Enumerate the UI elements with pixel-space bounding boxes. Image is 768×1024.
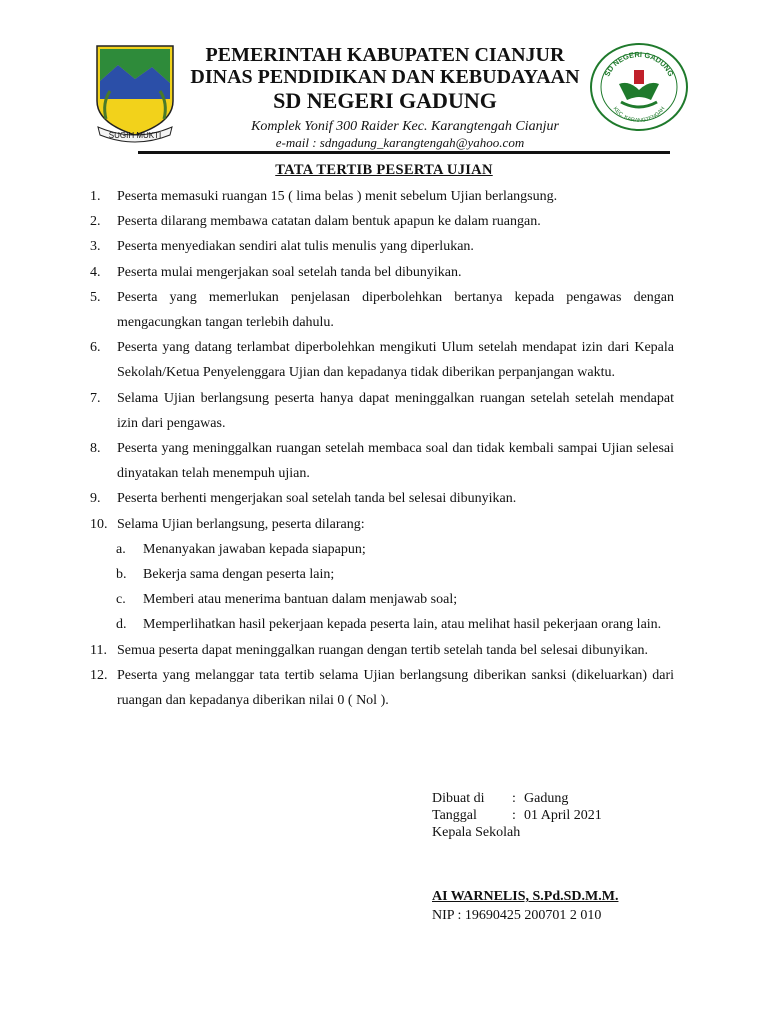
rule-text: Peserta dilarang membawa catatan dalam bentuk apapun ke dalam ruangan. <box>117 214 541 230</box>
department-name: DINAS PENDIDIKAN DAN KEBUDAYAAN <box>190 66 580 88</box>
rule-number: 7. <box>90 390 101 406</box>
rule-item <box>90 184 674 209</box>
rule-item <box>90 512 674 537</box>
rule-number: 11. <box>90 642 107 658</box>
signatory-name: AI WARNELIS, S.Pd.SD.M.M. <box>432 889 619 904</box>
sub-rule-text: Menanyakan jawaban kepada siapapun; <box>143 541 366 557</box>
letterhead <box>170 44 600 150</box>
school-name: SD NEGERI GADUNG <box>273 88 497 113</box>
date-label: Tanggal <box>432 808 477 823</box>
sub-rule-text: Bekerja sama dengan peserta lain; <box>143 567 335 583</box>
sub-rule-letter: c. <box>116 592 126 608</box>
rule-item <box>90 260 674 285</box>
cianjur-crest-logo <box>92 43 178 143</box>
rule-number: 3. <box>90 239 101 255</box>
rule-number: 9. <box>90 491 101 507</box>
rule-item <box>90 234 674 259</box>
rule-text: Selama Ujian berlangsung, peserta dilarang: <box>117 516 365 532</box>
signatory-position: Kepala Sekolah <box>432 825 521 840</box>
sub-rule-text: Memperlihatkan hasil pekerjaan kepada peserta lain, atau melihat hasil pekerjaan orang lain. <box>143 617 662 633</box>
date-separator: : <box>512 808 516 823</box>
made-at-value: Gadung <box>524 791 569 806</box>
rule-number: 8. <box>90 441 101 457</box>
rule-text: Peserta menyediakan sendiri alat tulis menulis yang diperlukan. <box>117 239 474 255</box>
rule-text: Peserta mulai mengerjakan soal setelah tanda bel dibunyikan. <box>117 264 462 280</box>
school-badge-logo <box>589 42 689 132</box>
rule-item <box>90 486 674 511</box>
signature-block <box>432 790 618 924</box>
sub-rule-text: Memberi atau menerima bantuan dalam menjawab soal; <box>143 592 458 608</box>
sub-rule-item <box>90 537 674 562</box>
rule-item <box>90 335 674 385</box>
rule-number: 2. <box>90 214 101 230</box>
rule-number: 10. <box>90 516 108 532</box>
crest-motto-text: SUGIH MUKTI <box>108 131 162 140</box>
rule-item <box>90 663 674 713</box>
rule-number: 5. <box>90 289 101 305</box>
made-at-row <box>432 790 618 807</box>
rule-item <box>90 386 674 436</box>
rule-text: Peserta yang melanggar tata tertib selama Ujian berlangsung diberikan sanksi (dikeluarkan) dari ruangan dan kepadanya diberikan nilai 0 ( Nol ). <box>117 667 674 709</box>
rule-text: Peserta berhenti mengerjakan soal setelah tanda bel selesai dibunyikan. <box>117 491 517 507</box>
letterhead-divider <box>138 151 670 154</box>
sub-rule-letter: a. <box>116 541 126 557</box>
rule-text: Peserta yang datang terlambat diperbolehkan mengikuti Ulum setelah mendapat izin dari Kepala Sekolah/Ketua Penyelenggara Ujian dan kepadanya tidak diberikan perpanjangan waktu. <box>117 340 674 381</box>
sub-rule-item <box>90 612 674 637</box>
rules-list <box>90 184 674 713</box>
sub-rule-letter: b. <box>116 567 127 583</box>
signatory-nip: NIP : 19690425 200701 2 010 <box>432 908 602 923</box>
sub-rule-item <box>90 562 674 587</box>
rule-item <box>90 638 674 663</box>
badge-bottom-text: KEC. KARANGTENGAH <box>611 106 667 125</box>
sub-rule-item <box>90 587 674 612</box>
sub-rule-letter: d. <box>116 617 127 633</box>
rule-text: Peserta yang memerlukan penjelasan diperbolehkan bertanya kepada pengawas dengan mengacungkan tangan terlebih dahulu. <box>117 289 674 331</box>
date-row <box>432 807 618 824</box>
government-name: PEMERINTAH KABUPATEN CIANJUR <box>205 44 565 66</box>
document-title: TATA TERTIB PESERTA UJIAN <box>275 162 493 178</box>
rule-number: 12. <box>90 667 108 683</box>
rule-item <box>90 436 674 486</box>
rule-number: 1. <box>90 189 101 204</box>
rule-text: Peserta yang meninggalkan ruangan setelah membaca soal dan tidak kembali sampai Ujian selesai dinyatakan telah menempuh ujian. <box>117 441 674 482</box>
rule-10-sublist <box>90 537 674 638</box>
date-value: 01 April 2021 <box>524 808 602 823</box>
rule-number: 6. <box>90 340 101 356</box>
rule-item <box>90 209 674 234</box>
school-email: e-mail : sdngadung_karangtengah@yahoo.com <box>275 135 525 150</box>
rule-number: 4. <box>90 264 101 280</box>
badge-top-text: SD NEGERI GADUNG <box>602 49 676 78</box>
rule-text: Selama Ujian berlangsung peserta hanya dapat meninggalkan ruangan setelah setelah mendapat izin dari pengawas. <box>117 390 674 431</box>
rule-10-sublist-wrapper <box>90 537 674 638</box>
made-at-label: Dibuat di <box>432 791 485 806</box>
school-address: Komplek Yonif 300 Raider Kec. Karangtengah Cianjur <box>251 119 559 134</box>
made-at-separator: : <box>512 791 516 806</box>
rule-item <box>90 285 674 335</box>
rule-text: Semua peserta dapat meninggalkan ruangan dengan tertib setelah tanda bel selesai dibunyikan. <box>117 642 649 658</box>
rule-text: Peserta memasuki ruangan 15 ( lima belas ) menit sebelum Ujian berlangsung. <box>117 189 558 204</box>
